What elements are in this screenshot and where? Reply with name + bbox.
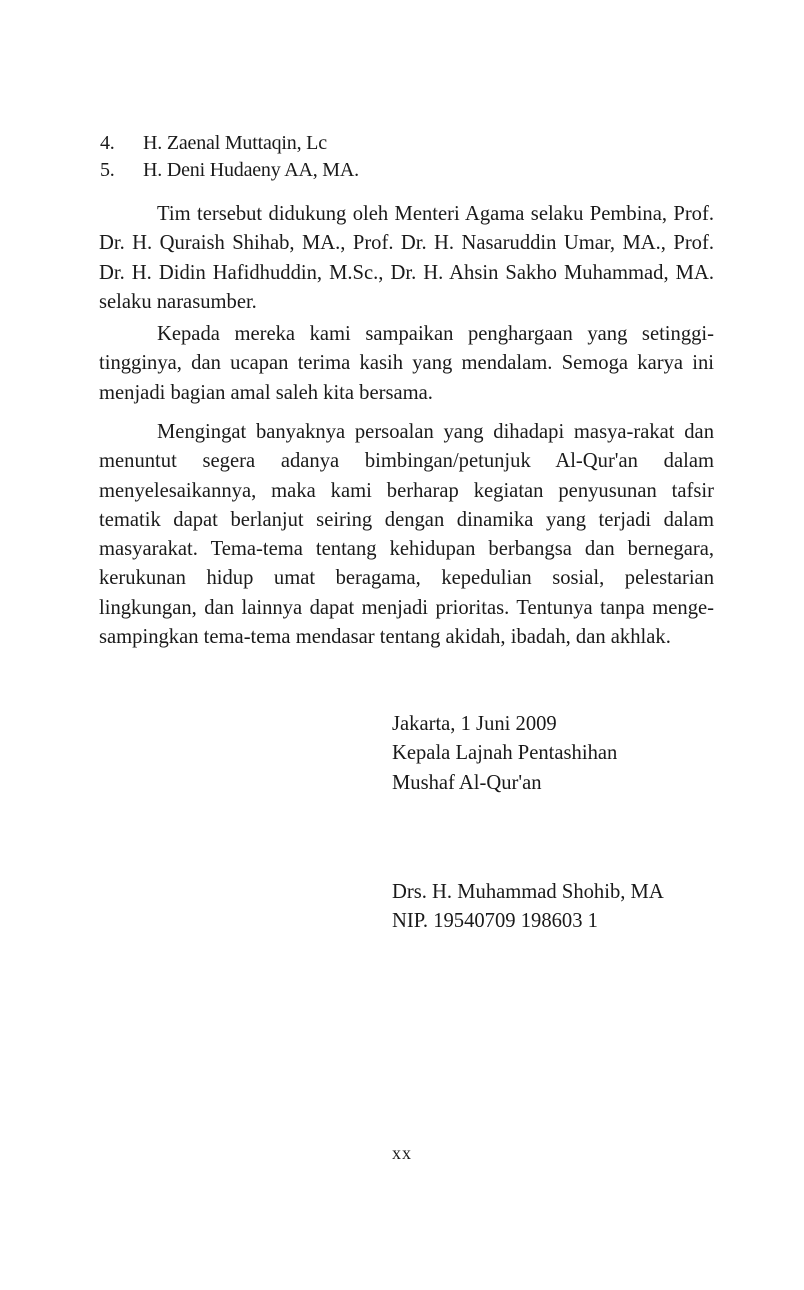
list-item — [100, 130, 720, 157]
list-item-name: H. Deni Hudaeny AA, MA. — [143, 159, 359, 181]
signatory-position: Kepala Lajnah Pentashihan — [392, 742, 618, 765]
page-number: xx — [392, 1143, 412, 1163]
paragraph-future-hope: Mengingat banyaknya persoalan yang dihadapi masya-rakat dan menuntut segera adanya bimbingan/petunjuk Al-Qur'an dalam menyelesaikannya, maka kami berharap kegiatan penyusunan tafsir tematik dapat berlanjut seiring dengan dinamika yang terjadi dalam masyarakat. Tema-tema tentang kehidupan berbangsa dan bernegara, kerukunan hidup umat beragama, kepedulian sosial, pelestarian lingkungan, dan lainnya dapat menjadi prioritas. Tentunya tanpa menge-sampingkan tema-tema mendasar tentang akidah, ibadah, dan akhlak. — [99, 421, 714, 649]
place-date: Jakarta, 1 Juni 2009 — [392, 713, 557, 735]
signatory-nip: NIP. 19540709 198603 1 — [392, 910, 598, 933]
signatory-position-continued: Mushaf Al-Qur'an — [392, 771, 542, 794]
signature-block — [392, 878, 722, 937]
committee-list — [100, 130, 720, 184]
list-item-number: 4. — [100, 132, 115, 154]
list-item — [100, 157, 720, 184]
list-item-name: H. Zaenal Muttaqin, Lc — [143, 132, 327, 154]
paragraph-appreciation: Kepada mereka kami sampaikan penghargaan yang setinggi-tingginya, dan ucapan terima kasih yang mendalam. Semoga karya ini menjadi bagian amal saleh kita bersama. — [99, 323, 714, 404]
paragraph-support-team: Tim tersebut didukung oleh Menteri Agama selaku Pembina, Prof. Dr. H. Quraish Shihab, MA., Prof. Dr. H. Nasaruddin Umar, MA., Prof. Dr. H. Didin Hafidhuddin, M.Sc., Dr. H. Ahsin Sakho Muhammad, MA. selaku narasumber. — [99, 203, 714, 313]
signature-header — [392, 710, 722, 798]
list-item-number: 5. — [100, 159, 115, 181]
signatory-name: Drs. H. Muhammad Shohib, MA — [392, 881, 664, 903]
